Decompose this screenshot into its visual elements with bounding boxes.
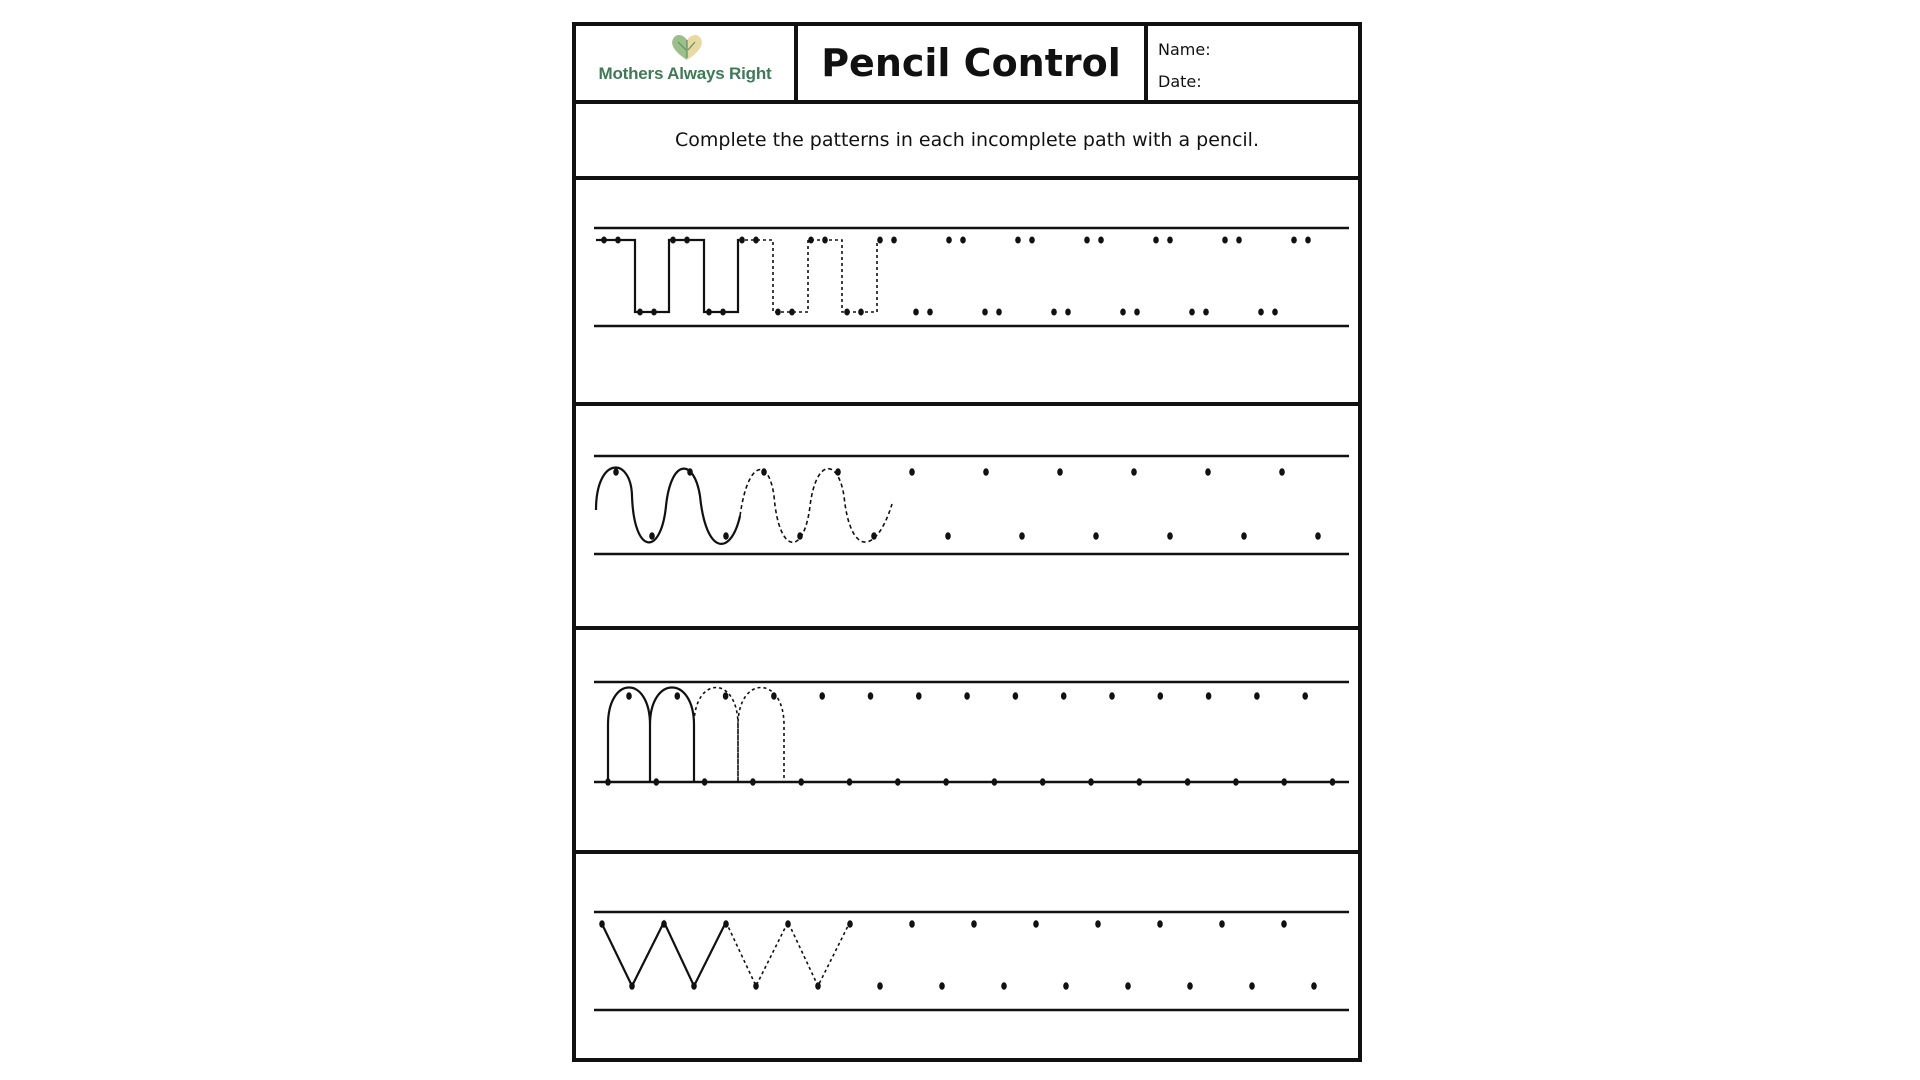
- sine-wave-pattern: [576, 406, 1358, 626]
- guide-dot: [1233, 778, 1239, 786]
- logo-cell: [576, 26, 798, 100]
- guide-dot: [1249, 982, 1255, 990]
- guide-dot: [1279, 468, 1285, 476]
- guide-dot: [877, 237, 883, 244]
- guide-dot: [1315, 532, 1321, 540]
- guide-dot: [819, 692, 825, 700]
- guide-dot: [992, 778, 998, 786]
- guide-dot: [649, 532, 655, 540]
- guide-dot: [1098, 237, 1104, 244]
- guide-dot: [1281, 778, 1287, 786]
- guide-dot: [723, 532, 729, 540]
- guide-dot: [847, 920, 853, 928]
- page-title: Pencil Control: [821, 41, 1121, 85]
- guide-dot: [1219, 920, 1225, 928]
- guide-dot: [1095, 920, 1101, 928]
- guide-dot: [1281, 920, 1287, 928]
- guide-dot: [1120, 309, 1126, 316]
- guide-dot: [1272, 309, 1278, 316]
- guide-dot: [916, 692, 922, 700]
- guide-dot: [891, 237, 897, 244]
- guide-dot: [1061, 692, 1067, 700]
- guide-dot: [1158, 692, 1164, 700]
- guide-dot: [1137, 778, 1143, 786]
- guide-dot: [1206, 692, 1212, 700]
- guide-dot: [1189, 309, 1195, 316]
- guide-dot: [723, 692, 729, 700]
- guide-dot: [1187, 982, 1193, 990]
- guide-dot: [654, 778, 660, 786]
- guide-dot: [983, 468, 989, 476]
- guide-dot: [723, 920, 729, 928]
- guide-dot: [761, 468, 767, 476]
- pattern-row-sine-wave: [576, 406, 1358, 630]
- guide-dot: [1051, 309, 1057, 316]
- guide-dot: [945, 532, 951, 540]
- square-wave-pattern: [576, 180, 1358, 402]
- guide-dot: [1029, 237, 1035, 244]
- date-label: Date:: [1158, 72, 1202, 91]
- guide-dot: [1063, 982, 1069, 990]
- title-cell: [798, 26, 1148, 100]
- guide-dot: [691, 982, 697, 990]
- guide-dot: [1065, 309, 1071, 316]
- instruction-text: Complete the patterns in each incomplete path with a pencil.: [674, 129, 1259, 151]
- guide-dot: [1167, 532, 1173, 540]
- guide-dot: [1205, 468, 1211, 476]
- guide-dot: [785, 920, 791, 928]
- guide-dot: [629, 982, 635, 990]
- guide-dot: [1093, 532, 1099, 540]
- guide-dot: [1019, 532, 1025, 540]
- guide-dot: [847, 778, 853, 786]
- pattern-row-zigzag: [576, 854, 1358, 1062]
- guide-dot: [626, 692, 632, 700]
- guide-dot: [1222, 237, 1228, 244]
- guide-dot: [1302, 692, 1308, 700]
- guide-dot: [960, 237, 966, 244]
- guide-dot: [815, 982, 821, 990]
- guide-dot: [1001, 982, 1007, 990]
- guide-dot: [605, 778, 611, 786]
- guide-dot: [1241, 532, 1247, 540]
- guide-dot: [1015, 237, 1021, 244]
- guide-dot: [939, 982, 945, 990]
- arches-pattern: [576, 630, 1358, 850]
- guide-dot: [1311, 982, 1317, 990]
- guide-dot: [753, 982, 759, 990]
- guide-dot: [1254, 692, 1260, 700]
- guide-dot: [613, 468, 619, 476]
- guide-dot: [1131, 468, 1137, 476]
- guide-dot: [1185, 778, 1191, 786]
- pattern-row-arches: [576, 630, 1358, 854]
- guide-dot: [835, 468, 841, 476]
- worksheet: [572, 22, 1362, 1062]
- guide-dot: [771, 692, 777, 700]
- guide-dot: [943, 778, 949, 786]
- guide-dot: [687, 468, 693, 476]
- guide-dot: [1258, 309, 1264, 316]
- guide-dot: [964, 692, 970, 700]
- name-label: Name:: [1158, 40, 1211, 59]
- guide-dot: [1330, 778, 1336, 786]
- pattern-row-square-wave: [576, 180, 1358, 406]
- instructions: [576, 104, 1358, 180]
- guide-dot: [1236, 237, 1242, 244]
- guide-dot: [1153, 237, 1159, 244]
- guide-dot: [599, 920, 605, 928]
- guide-dot: [1291, 237, 1297, 244]
- worksheet-header: [576, 26, 1358, 104]
- guide-dot: [1040, 778, 1046, 786]
- guide-dot: [946, 237, 952, 244]
- heart-leaf-icon: [669, 32, 705, 62]
- guide-dot: [1305, 237, 1311, 244]
- brand-name: Mothers Always Right: [598, 64, 772, 83]
- guide-dot: [798, 778, 804, 786]
- guide-dot: [1167, 237, 1173, 244]
- guide-dot: [1088, 778, 1094, 786]
- guide-dot: [895, 778, 901, 786]
- guide-dot: [927, 309, 933, 316]
- guide-dot: [1033, 920, 1039, 928]
- guide-dot: [982, 309, 988, 316]
- guide-dot: [661, 920, 667, 928]
- guide-dot: [871, 532, 877, 540]
- guide-dot: [996, 309, 1002, 316]
- guide-dot: [877, 982, 883, 990]
- guide-dot: [797, 532, 803, 540]
- guide-dot: [1109, 692, 1115, 700]
- guide-dot: [1057, 468, 1063, 476]
- guide-dot: [909, 468, 915, 476]
- guide-dot: [1134, 309, 1140, 316]
- zigzag-pattern: [576, 854, 1358, 1062]
- guide-dot: [909, 920, 915, 928]
- guide-dot: [1157, 920, 1163, 928]
- info-cell: [1148, 26, 1358, 100]
- guide-dot: [1203, 309, 1209, 316]
- guide-dot: [913, 309, 919, 316]
- guide-dot: [750, 778, 756, 786]
- guide-dot: [1084, 237, 1090, 244]
- guide-dot: [1013, 692, 1019, 700]
- guide-dot: [702, 778, 708, 786]
- guide-dot: [675, 692, 681, 700]
- guide-dot: [971, 920, 977, 928]
- guide-dot: [1125, 982, 1131, 990]
- guide-dot: [868, 692, 874, 700]
